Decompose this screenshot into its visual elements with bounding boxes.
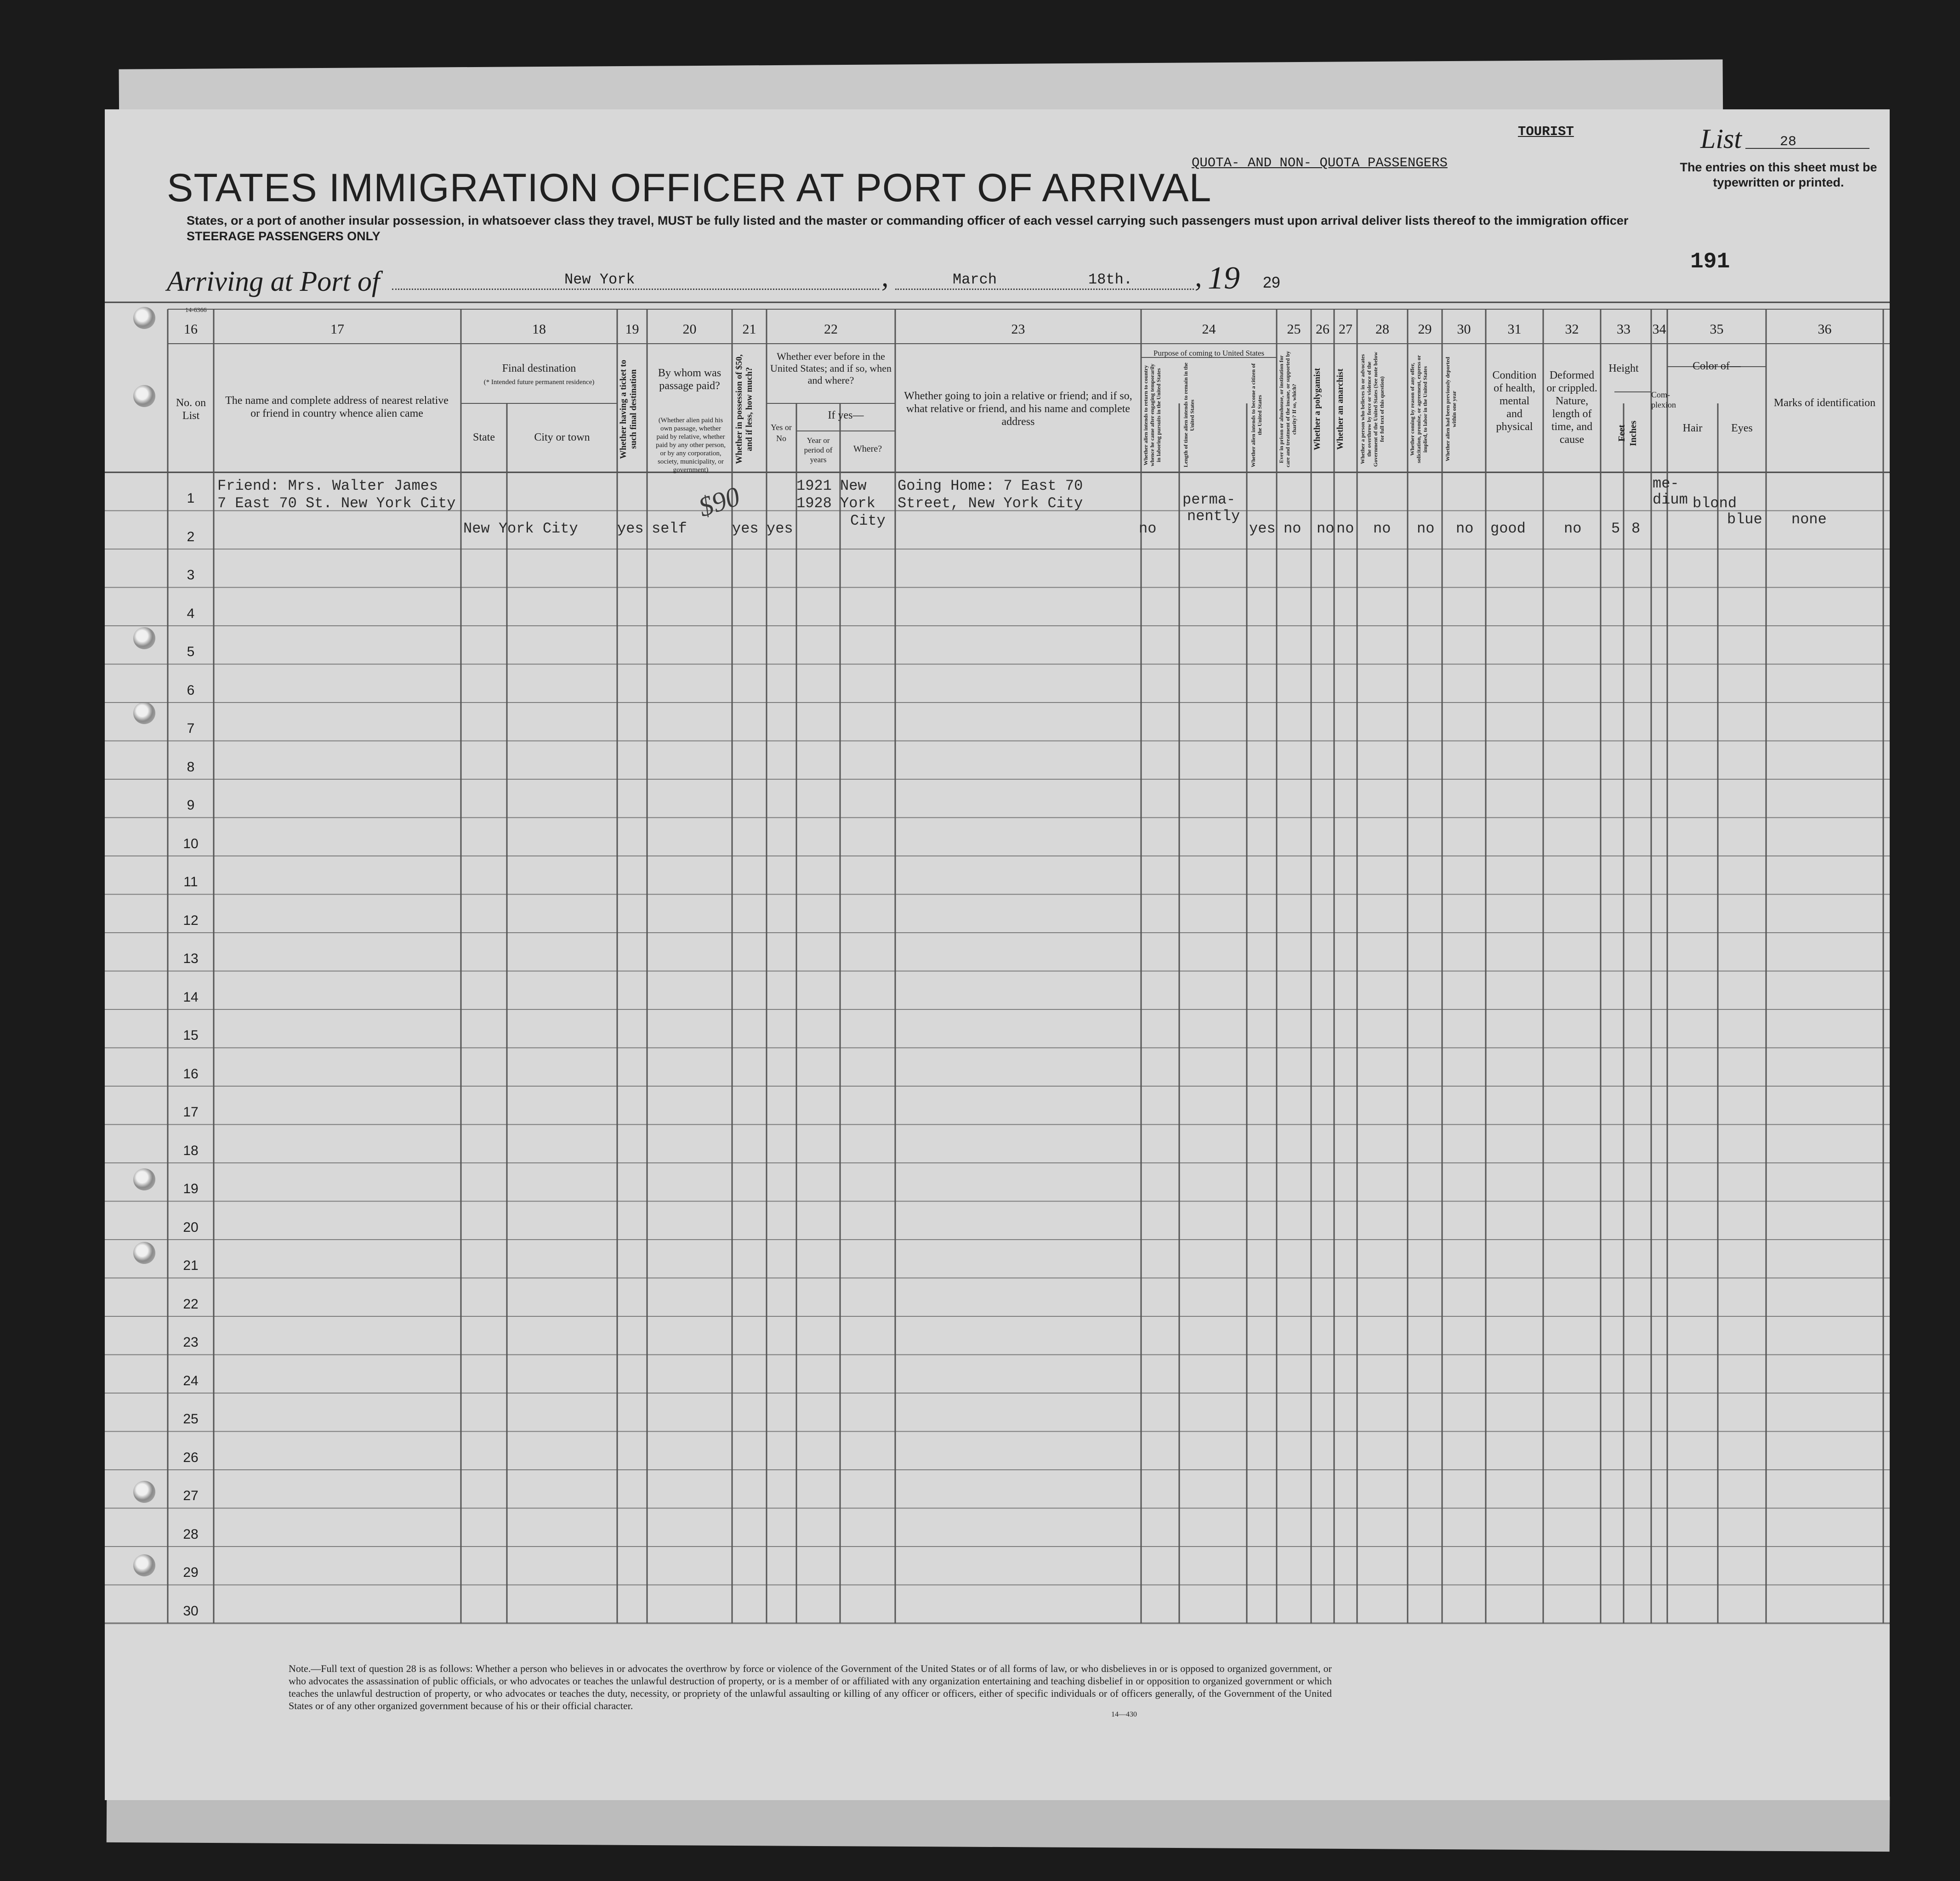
- hair-value: blond: [1693, 495, 1737, 512]
- where-1: New: [840, 477, 867, 494]
- col-num: 16: [184, 322, 198, 337]
- col-header-anarchist: Whether an anarchist: [1335, 368, 1345, 450]
- paid-by-value: self: [652, 520, 687, 537]
- col-num: 17: [330, 322, 344, 337]
- row-number: 8: [187, 759, 195, 775]
- row-number: 19: [183, 1181, 199, 1196]
- form-code: 14-6366: [185, 307, 207, 314]
- row-number: 20: [183, 1219, 199, 1235]
- row-number: 23: [183, 1335, 199, 1350]
- century: 19: [1208, 261, 1240, 296]
- labor-value: no: [1417, 520, 1435, 537]
- col-header-state: State: [473, 431, 495, 443]
- before-value: yes: [767, 520, 793, 537]
- col-header-deported: Whether alien had been previously deported within one year: [1444, 357, 1457, 462]
- row-number: 15: [183, 1028, 199, 1043]
- row-number: 11: [183, 874, 198, 890]
- return-value: no: [1139, 520, 1157, 537]
- day-value: 18th.: [1088, 271, 1133, 288]
- footer-code: 14—430: [1111, 1711, 1137, 1718]
- destination-city: New York City: [463, 520, 578, 537]
- list-number: 28: [1780, 134, 1797, 150]
- question-28-note: Note.—Full text of question 28 is as follows: Whether a person who believes in or advocates the overthrow by force or violence of the Government of the United States or of all forms of law, or who disbelieves in or is opposed to organized government, or who advocates the assassination of public officials, or who advocates or teaches the unlawful destruction of property, or is a member of or affiliated with any organization entertaining and teaching disbelief in or opposition to organized government or which teaches the unlawful destruction of property, or who advocates or teaches the duty, necessity, or propriety of the unlawful assaulting or killing of any officer or officers, either of specific individuals or of officers generally, of the Government of the United States or of any other organized government because of his or their official character.: [289, 1663, 1332, 1711]
- col-num: 34: [1652, 322, 1666, 337]
- polygamist-value: no: [1317, 520, 1335, 537]
- comma: ,: [1195, 261, 1202, 293]
- col-num: 23: [1011, 322, 1025, 337]
- complexion-1: me-: [1653, 475, 1679, 492]
- row-number: 13: [183, 951, 199, 966]
- col-header-labor: Whether coming by reason of any offer, solicitation, promise, or agreement, express or implied, to labor in the United States: [1409, 355, 1428, 464]
- row-number: 6: [187, 682, 195, 698]
- inches-value: 8: [1631, 520, 1641, 537]
- col-header-join: Whether going to join a relative or friend; and if so, what relative or friend, and his name and complete address: [904, 390, 1132, 428]
- tourist-label: TOURIST: [1518, 124, 1574, 139]
- prison-value: no: [1284, 520, 1301, 537]
- col-header-period: Year or period of years: [804, 436, 833, 464]
- row-number: 17: [183, 1105, 199, 1120]
- manifest-sheet: [105, 109, 1890, 1800]
- col-header-feet: Feet: [1617, 425, 1627, 442]
- overthrow-value: no: [1373, 520, 1391, 537]
- col-num: 29: [1418, 322, 1432, 337]
- col-num: 21: [742, 322, 756, 337]
- col-num: 19: [625, 322, 639, 337]
- row-number: 14: [183, 989, 199, 1005]
- col-num: 25: [1287, 322, 1301, 337]
- col-header-complexion: Com-plexion: [1651, 390, 1676, 409]
- money-handwritten: $90: [694, 481, 744, 523]
- col-header-ifyes: If yes—: [828, 409, 864, 421]
- month-value: March: [953, 271, 997, 288]
- length-1: perma-: [1182, 491, 1236, 508]
- row-number: 22: [183, 1296, 199, 1312]
- feet-value: 5: [1611, 520, 1620, 537]
- list-label: List: [1700, 124, 1742, 154]
- row-number: 4: [187, 606, 195, 621]
- col-header-purpose: Purpose of coming to United States: [1153, 349, 1265, 357]
- col-header-prison: Ever in prison or almshouse, or institution for care and treatment of the insane, or supported by charity? If so, which?: [1278, 351, 1297, 467]
- col-header-return: Whether alien intends to return to country whence he came after engaging temporarily in laboring pursuits in the United States: [1142, 363, 1162, 467]
- row-number: 21: [183, 1258, 199, 1273]
- col-header-before: Whether ever before in the United States; and if so, when and where?: [770, 351, 892, 386]
- col-num: 33: [1617, 322, 1630, 337]
- col-num: 32: [1565, 322, 1579, 337]
- deformed-value: no: [1564, 520, 1582, 537]
- row-number: 29: [183, 1565, 199, 1580]
- col-num: 35: [1710, 322, 1724, 337]
- years-2: 1928: [796, 495, 832, 512]
- row-number: 9: [187, 798, 195, 813]
- row-number: 5: [187, 644, 195, 659]
- join-line-1: Going Home: 7 East 70: [898, 477, 1083, 494]
- col-num: 28: [1375, 322, 1389, 337]
- col-header-color: Color of—: [1693, 360, 1741, 372]
- comma: ,: [881, 261, 889, 293]
- row-number: 3: [187, 567, 195, 583]
- col-header-length: Length of time alien intends to remain in the United States: [1182, 363, 1195, 468]
- port-value: New York: [564, 271, 635, 288]
- page-number: 191: [1690, 249, 1730, 274]
- length-2: nently: [1187, 508, 1240, 525]
- col-num: 30: [1457, 322, 1471, 337]
- join-line-2: Street, New York City: [898, 495, 1083, 512]
- relative-address: 7 East 70 St. New York City: [217, 495, 456, 512]
- col-header-yesno: Yes or No: [771, 423, 792, 443]
- col-num: 31: [1507, 322, 1522, 337]
- col-header-polygamist: Whether a polygamist: [1312, 368, 1322, 451]
- col-num: 18: [532, 322, 546, 337]
- page-title: STATES IMMIGRATION OFFICER AT PORT OF ARRIVAL: [167, 166, 1212, 210]
- marks-value: none: [1791, 511, 1827, 528]
- arriving-label: Arriving at Port of: [167, 266, 380, 297]
- row-number: 28: [183, 1526, 199, 1542]
- years-1: 1921: [796, 477, 832, 494]
- health-value: good: [1490, 520, 1526, 537]
- citizen-value: yes: [1249, 520, 1276, 537]
- relative-name: Friend: Mrs. Walter James: [217, 477, 438, 494]
- quota-label: QUOTA- AND NON- QUOTA PASSENGERS: [1192, 155, 1448, 170]
- col-header-overthrow: Whether a person who believes in or advocates the overthrow by force or violence of the Government of the United States (See note below for full text of this question): [1359, 351, 1385, 467]
- col-num: 36: [1818, 322, 1832, 337]
- notice-line: States, or a port of another insular possession, in whatsoever class they travel, MUST be fully listed and the master or commanding officer of each vessel carrying such passengers must upon arrival deliver lists thereof to the immigration officer: [187, 214, 1629, 227]
- col-header-where: Where?: [853, 444, 882, 454]
- ticket-value: yes: [617, 520, 644, 537]
- row-number: 7: [187, 721, 195, 736]
- row-number: 16: [183, 1066, 199, 1082]
- typewritten-note: The entries on this sheet must be typewritten or printed.: [1680, 160, 1877, 189]
- deported-value: no: [1456, 520, 1474, 537]
- col-num: 27: [1339, 322, 1352, 337]
- col-header-list-no: No. on List: [176, 397, 206, 422]
- row-number: 1: [187, 491, 195, 506]
- row-number: 12: [183, 912, 199, 928]
- col-header-relative: The name and complete address of nearest relative or friend in country whence alien came: [225, 395, 449, 419]
- col-header-paid-by-sub: (Whether alien paid his own passage, whether paid by relative, whether paid by any other person, or by any corporation, society, municipality, or government): [655, 417, 726, 474]
- col-header-health: Condition of health, mental and physical: [1492, 369, 1537, 433]
- complexion-2: dium: [1653, 491, 1688, 508]
- row-number: 25: [183, 1411, 199, 1427]
- col-header-citizen: Whether alien intends to become a citizen of the United States: [1250, 363, 1263, 467]
- col-header-height: Height: [1608, 363, 1639, 374]
- col-num: 20: [682, 322, 697, 337]
- where-3: City: [850, 512, 886, 529]
- row-number: 18: [183, 1143, 199, 1158]
- row-number: 26: [183, 1450, 199, 1465]
- col-num: 22: [824, 322, 838, 337]
- col-header-eyes: Eyes: [1731, 422, 1753, 434]
- col-num: 24: [1202, 322, 1216, 337]
- notice-line-steerage: STEERAGE PASSENGERS ONLY: [187, 229, 381, 243]
- col-num: 26: [1316, 322, 1329, 337]
- where-2: York: [840, 495, 875, 512]
- col-header-city: City or town: [534, 431, 590, 443]
- eyes-value: blue: [1727, 511, 1762, 528]
- col-header-destination: Final destination: [502, 363, 576, 374]
- row-number: 24: [183, 1373, 199, 1388]
- row-number: 10: [183, 836, 199, 851]
- anarchist-value: no: [1336, 520, 1354, 537]
- col-header-paid-by: By whom was passage paid?: [658, 367, 722, 392]
- row-number: 30: [183, 1603, 199, 1619]
- col-header-destination-sub: (* Intended future permanent residence): [483, 379, 595, 386]
- col-header-deformed: Deformed or crippled. Nature, length of time, and cause: [1546, 369, 1597, 446]
- row-number: 27: [183, 1488, 199, 1503]
- col-header-hair: Hair: [1682, 422, 1703, 434]
- money-value: yes: [732, 520, 759, 537]
- col-header-inches: Inches: [1628, 420, 1638, 446]
- year-value: 29: [1263, 274, 1280, 291]
- col-header-marks: Marks of identification: [1773, 397, 1876, 409]
- col-header-money: Whether in possession of $50, and if less, how much?: [734, 354, 754, 464]
- col-header-ticket: Whether having a ticket to such final destination: [619, 359, 638, 459]
- row-number: 2: [187, 529, 195, 544]
